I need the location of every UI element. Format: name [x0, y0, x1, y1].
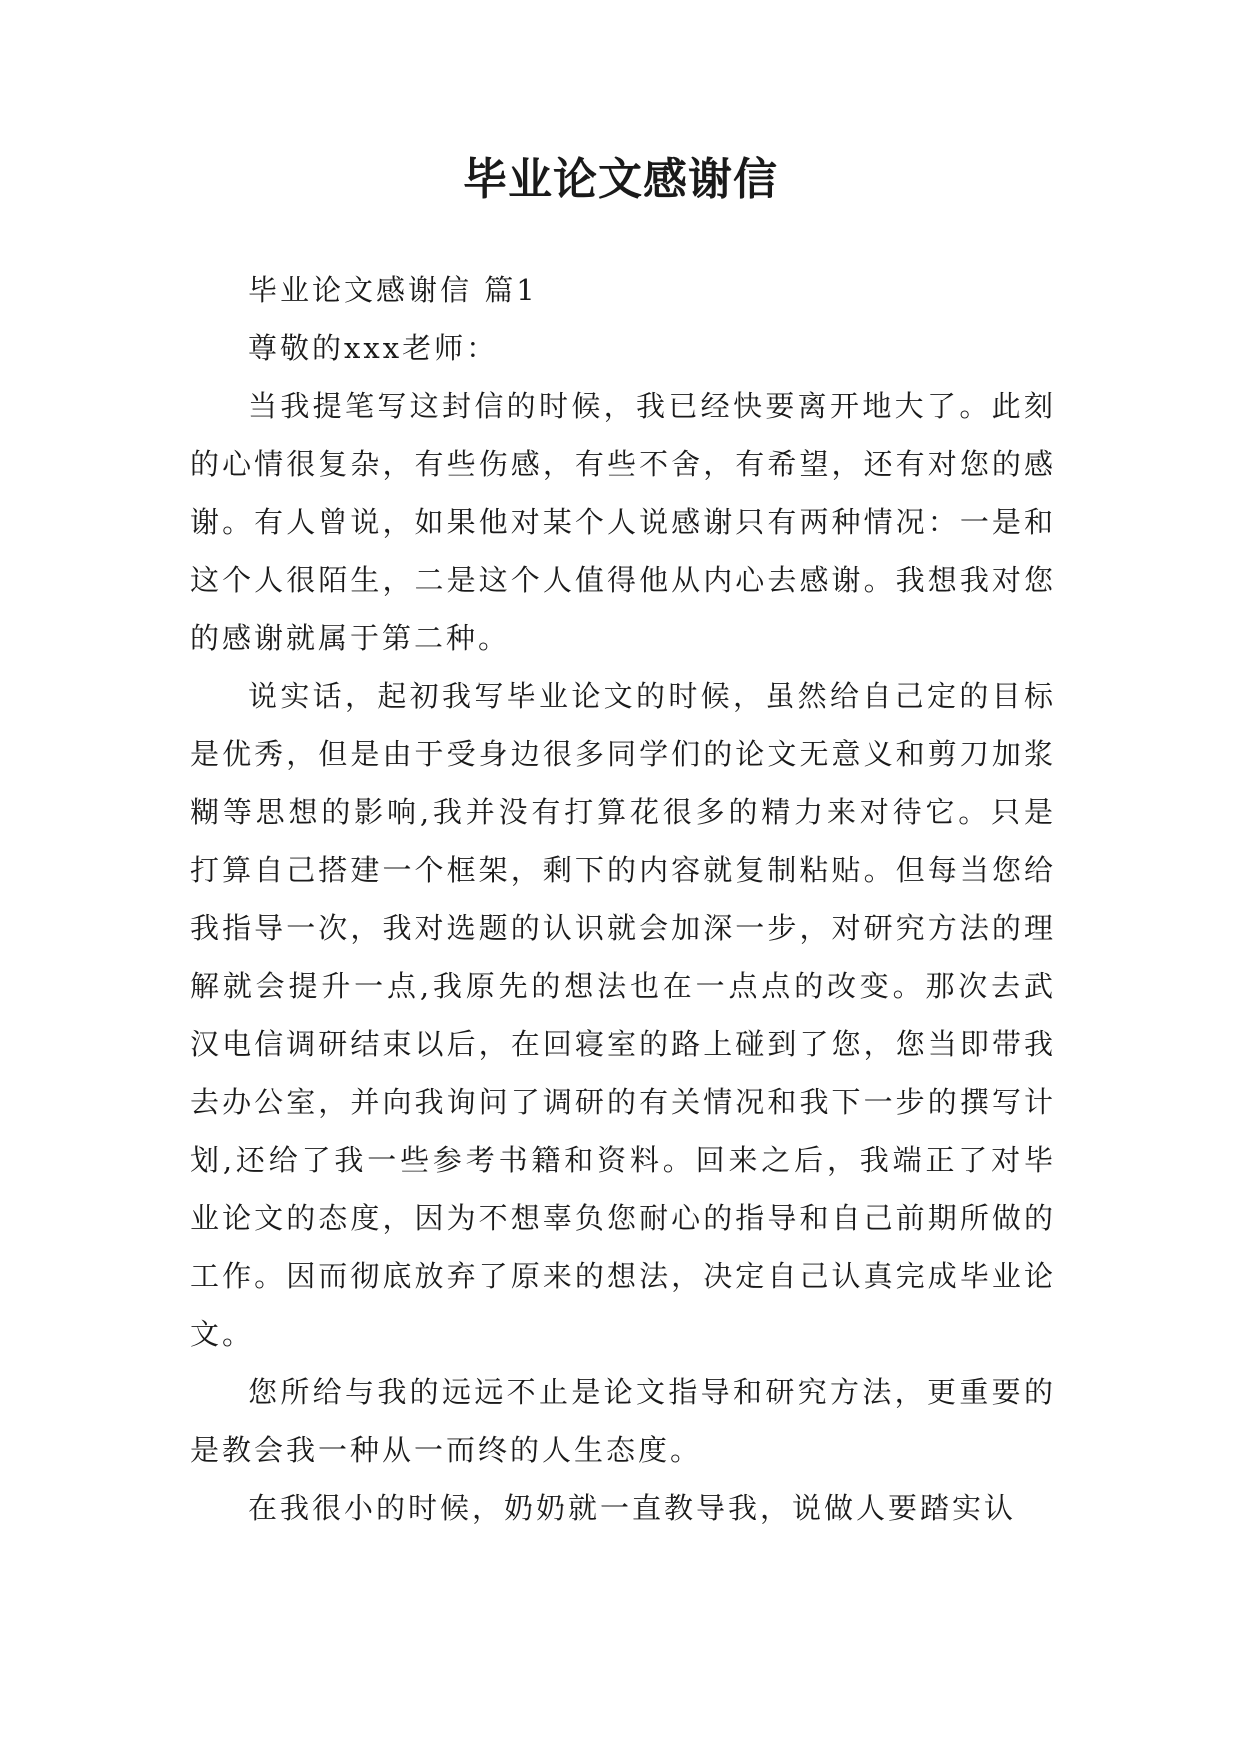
body-paragraph: 您所给与我的远远不止是论文指导和研究方法，更重要的是教会我一种从一而终的人生态度。: [190, 1375, 1056, 1467]
section-heading: 毕业论文感谢信 篇1: [248, 273, 538, 307]
document-title: 毕业论文感谢信: [463, 154, 778, 205]
document-body: [190, 261, 1056, 1537]
body-paragraph: 在我很小的时候，奶奶就一直教导我，说做人要踏实认: [248, 1491, 1017, 1525]
salutation: 尊敬的xxx老师：: [248, 331, 499, 365]
body-paragraph: 当我提笔写这封信的时候，我已经快要离开地大了。此刻的心情很复杂，有些伤感，有些不舍，有希望，还有对您的感谢。有人曾说，如果他对某个人说感谢只有两种情况：一是和这个人很陌生，二是这个人值得他从内心去感谢。我想我对您的感谢就属于第二种。: [190, 389, 1056, 655]
body-paragraph: 说实话，起初我写毕业论文的时候，虽然给自己定的目标是优秀，但是由于受身边很多同学们的论文无意义和剪刀加浆糊等思想的影响,我并没有打算花很多的精力来对待它。只是打算自己搭建一个框架，剩下的内容就复制粘贴。但每当您给我指导一次，我对选题的认识就会加深一步，对研究方法的理解就会提升一点,我原先的想法也在一点点的改变。那次去武汉电信调研结束以后，在回寝室的路上碰到了您，您当即带我去办公室，并向我询问了调研的有关情况和我下一步的撰写计划,还给了我一些参考书籍和资料。回来之后，我端正了对毕业论文的态度，因为不想辜负您耐心的指导和自己前期所做的工作。因而彻底放弃了原来的想法，决定自己认真完成毕业论文。: [190, 679, 1056, 1351]
